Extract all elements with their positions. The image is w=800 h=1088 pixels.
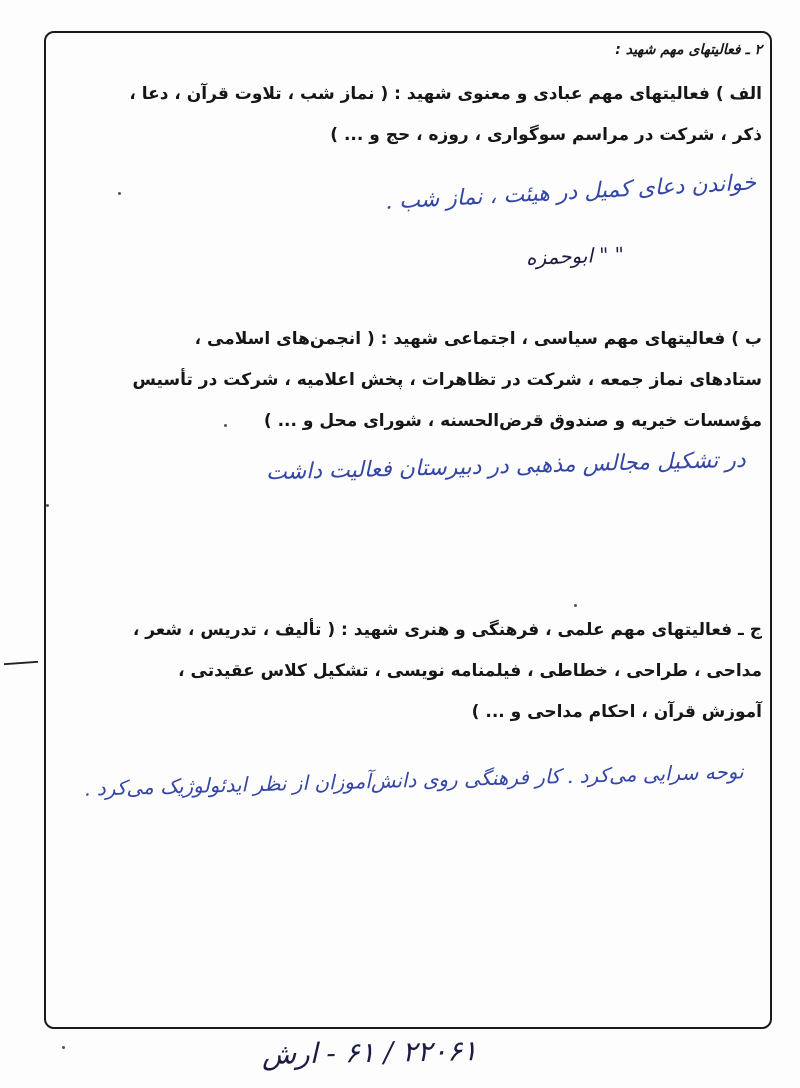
section-alef-line: الف ) فعالیتهای مهم عبادی و معنوی شهید : ( نماز شب ، تلاوت قرآن ، دعا ، xyxy=(129,84,762,104)
section-be-line: ب ) فعالیتهای مهم سیاسی ، اجتماعی شهید : ( انجمن‌های اسلامی ، xyxy=(194,329,762,349)
handwritten-answer: خواندن دعای کمیل در هیئت ، نماز شب . xyxy=(384,170,757,215)
section-jim-line: مداحی ، طراحی ، خطاطی ، فیلمنامه نویسی ، تشکیل کلاس عقیدتی ، xyxy=(178,661,762,681)
section-heading: ٢ ـ فعالیتهای مهم شهید : xyxy=(615,42,762,58)
section-be-line: مؤسسات خیریه و صندوق قرض‌الحسنه ، شورای محل و ... ) xyxy=(263,411,762,431)
scan-speck xyxy=(62,1046,65,1049)
handwritten-answer: نوحه سرایی می‌کرد . کار فرهنگی روی دانش‌آموزان از نظر ایدئولوژیک می‌کرد . xyxy=(84,759,745,801)
section-jim-line: آموزش قرآن ، احکام مداحی و ... ) xyxy=(471,702,762,722)
margin-tick-mark xyxy=(4,661,38,665)
handwritten-answer: در تشکیل مجالس مذهبی در دبیرستان فعالیت داشت xyxy=(266,447,747,486)
section-be-line: ستادهای نماز جمعه ، شرکت در تظاهرات ، پخش اعلامیه ، شرکت در تأسیس xyxy=(132,370,762,390)
scan-speck xyxy=(574,604,577,607)
section-alef-line: ذکر ، شرکت در مراسم سوگواری ، روزه ، حج و ... ) xyxy=(330,125,762,145)
scan-speck xyxy=(46,504,49,507)
scan-speck xyxy=(118,192,121,195)
handwritten-answer: " " ابوحمزه xyxy=(525,242,625,270)
scan-speck xyxy=(224,424,227,427)
section-jim-line: ج ـ فعالیتهای مهم علمی ، فرهنگی و هنری شهید : ( تألیف ، تدریس ، شعر ، xyxy=(132,620,762,640)
handwritten-file-number: ۲۲۰۶۱ / ۶۱ - ارش xyxy=(261,1034,478,1071)
